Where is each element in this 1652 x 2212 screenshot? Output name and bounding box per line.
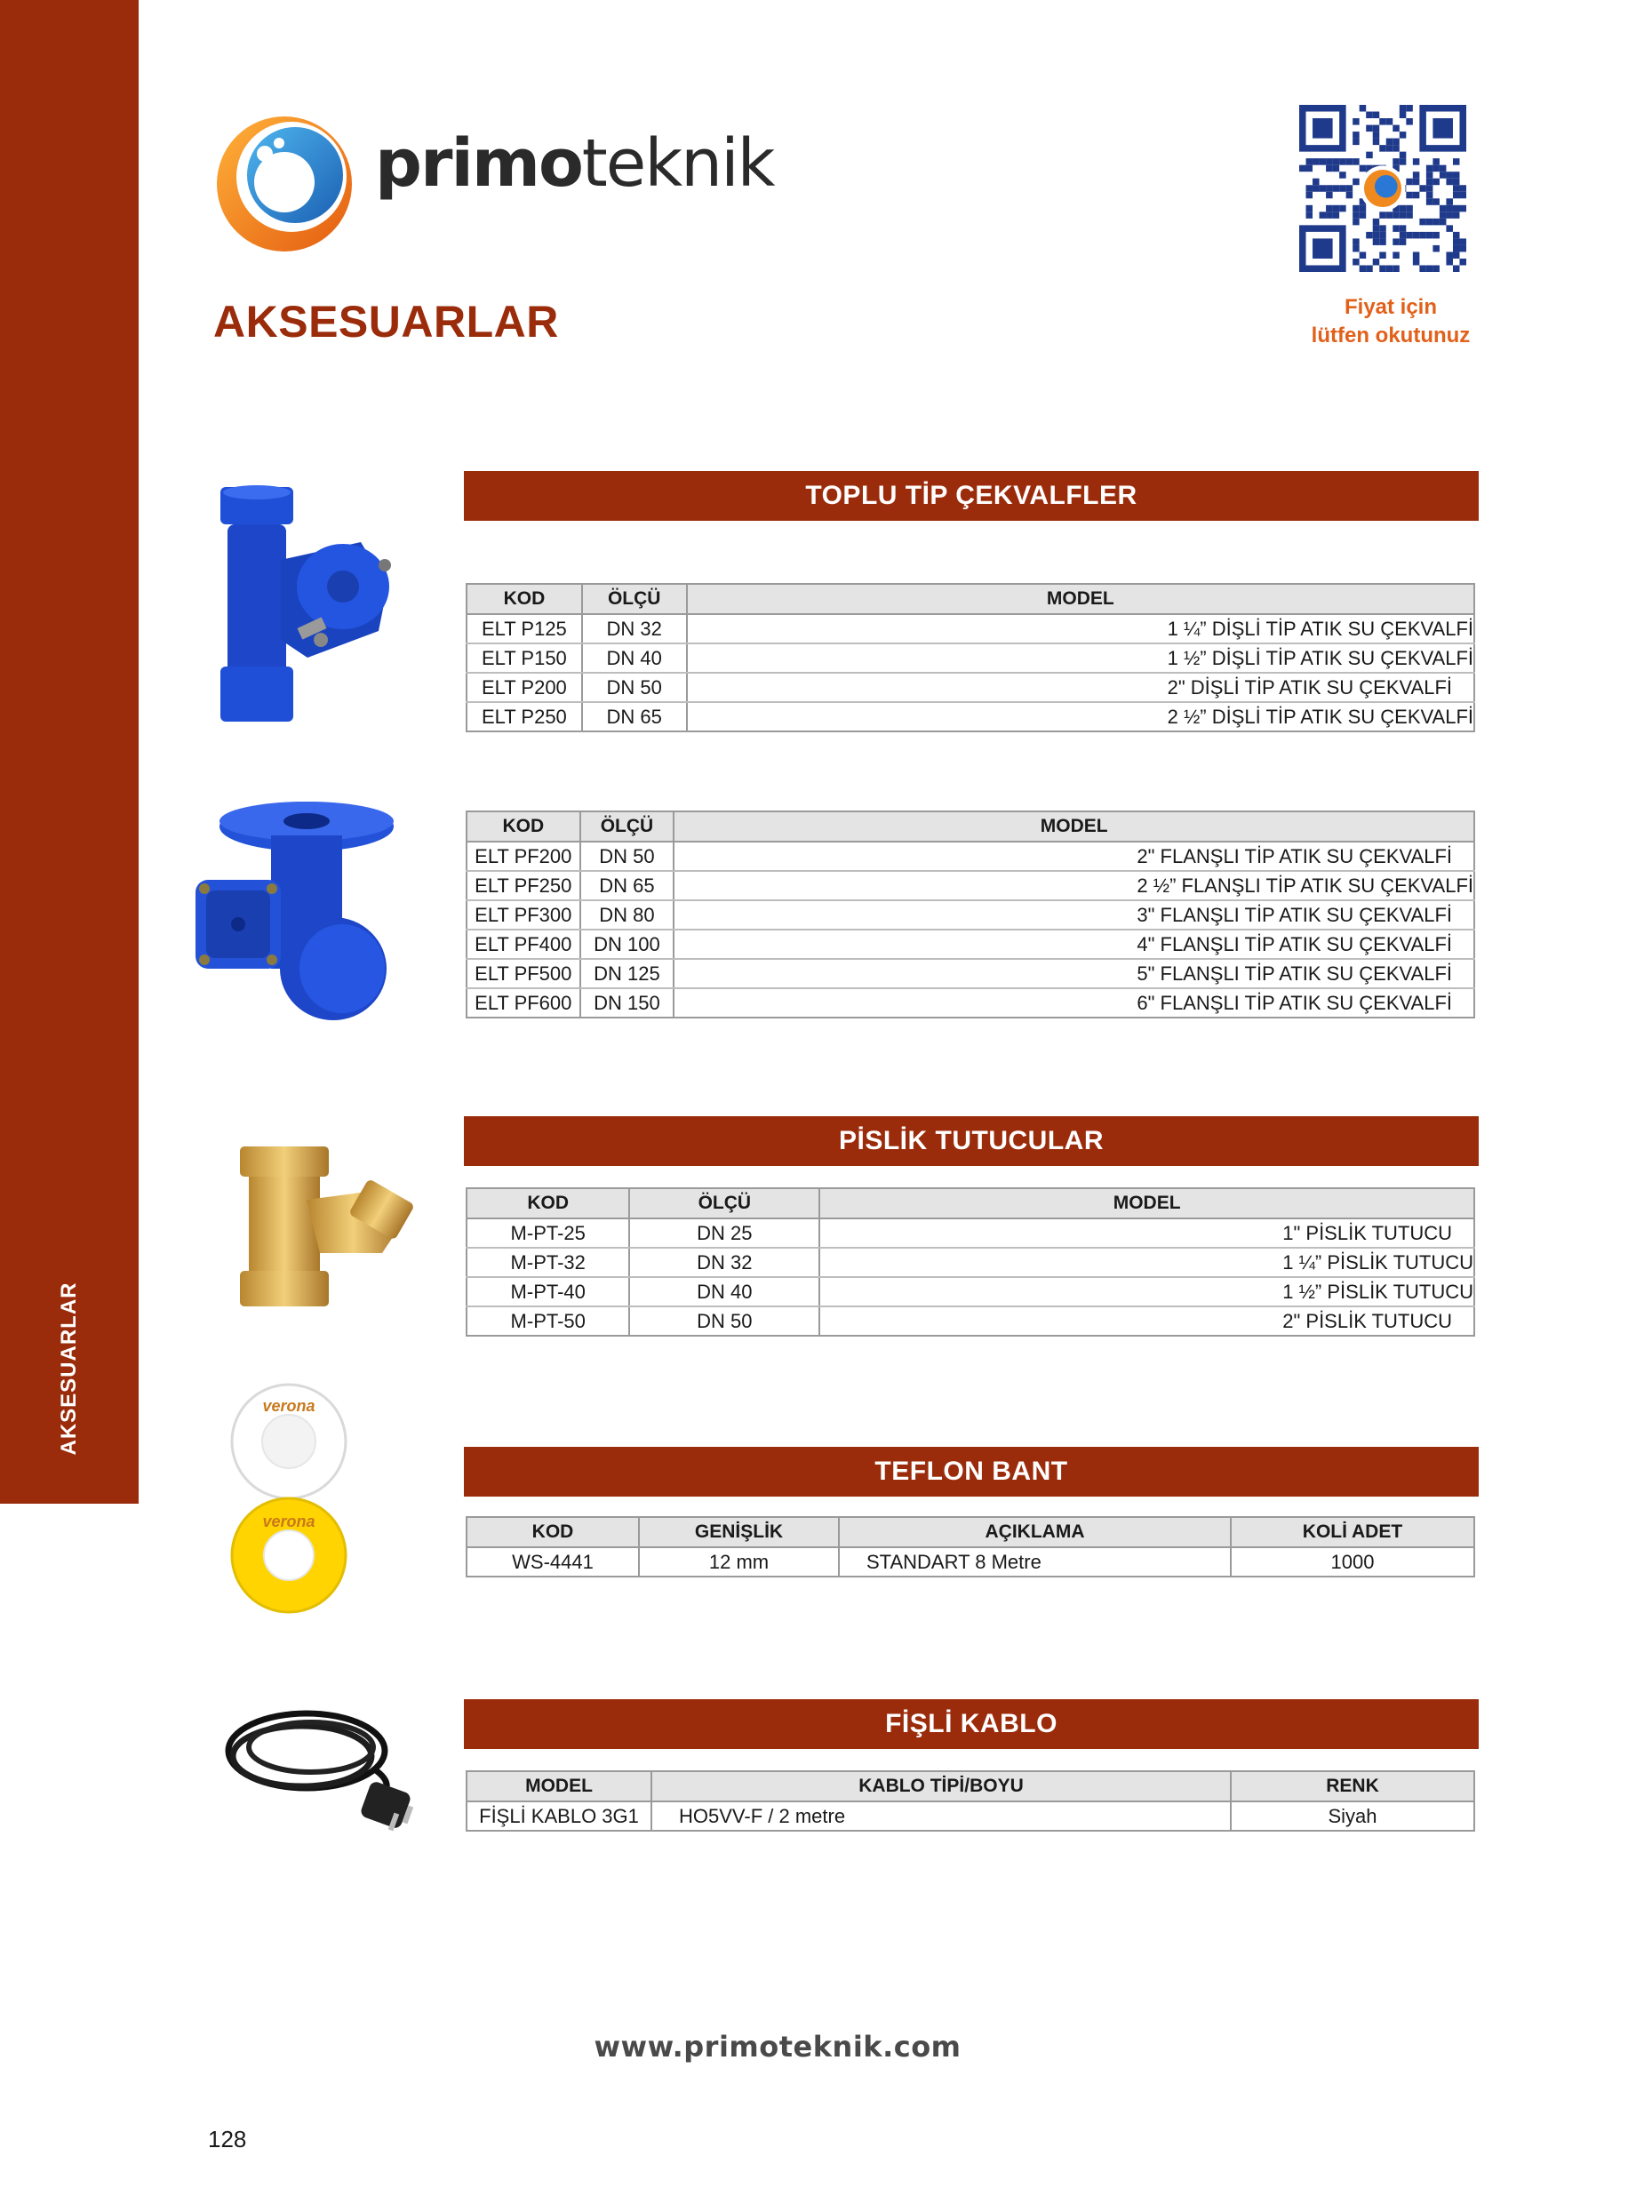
cell-model: 5" FLANŞLI TİP ATIK SU ÇEKVALFİ — [674, 959, 1474, 988]
cell-model: 1 ½” PİSLİK TUTUCU — [819, 1277, 1474, 1306]
table-row — [467, 1277, 1474, 1306]
pislik-table — [466, 1187, 1475, 1337]
section-banner-kablo: FİŞLİ KABLO — [464, 1699, 1479, 1749]
cell-kod: ELT P250 — [467, 702, 582, 731]
cell-kod: M-PT-50 — [467, 1306, 629, 1336]
table-row — [467, 871, 1474, 900]
cell-kod: ELT P150 — [467, 643, 582, 673]
table-row — [467, 1547, 1474, 1577]
col-olcu: ÖLÇÜ — [629, 1188, 819, 1218]
cell-kod: ELT PF400 — [467, 930, 580, 959]
table-row — [467, 614, 1474, 643]
cell-renk: Siyah — [1231, 1801, 1474, 1831]
col-model: MODEL — [674, 811, 1474, 842]
cell-kod: WS-4441 — [467, 1547, 639, 1577]
cell-kod: ELT PF300 — [467, 900, 580, 930]
cell-model: 6" FLANŞLI TİP ATIK SU ÇEKVALFİ — [674, 988, 1474, 1018]
cell-kablo-tipi: HO5VV-F / 2 metre — [651, 1801, 1231, 1831]
cell-olcu: DN 80 — [580, 900, 674, 930]
cell-kod: M-PT-40 — [467, 1277, 629, 1306]
brass-strainer-image — [222, 1138, 427, 1315]
col-genislik: GENİŞLİK — [639, 1517, 839, 1547]
threaded-check-valve-image — [210, 480, 405, 729]
cell-kod: ELT P125 — [467, 614, 582, 643]
table-row — [467, 1218, 1474, 1248]
table-row — [467, 1248, 1474, 1277]
cell-kod: M-PT-25 — [467, 1218, 629, 1248]
cell-model: 2" FLANŞLI TİP ATIK SU ÇEKVALFİ — [674, 842, 1474, 871]
section-banner-teflon: TEFLON BANT — [464, 1447, 1479, 1497]
teflon-table — [466, 1516, 1475, 1577]
cell-genislik: 12 mm — [639, 1547, 839, 1577]
table-row — [467, 900, 1474, 930]
page-number: 128 — [208, 2126, 247, 2152]
cell-model: 2 ½” DİŞLİ TİP ATIK SU ÇEKVALFİ — [687, 702, 1474, 731]
cell-olcu: DN 150 — [580, 988, 674, 1018]
table-row — [467, 842, 1474, 871]
teflon-tape-image — [222, 1378, 355, 1635]
cell-olcu: DN 125 — [580, 959, 674, 988]
cell-olcu: DN 50 — [582, 673, 687, 702]
col-kod: KOD — [467, 811, 580, 842]
table-row — [467, 643, 1474, 673]
brand-logo — [213, 111, 774, 253]
cell-olcu: DN 32 — [582, 614, 687, 643]
cell-model: 4" FLANŞLI TİP ATIK SU ÇEKVALFİ — [674, 930, 1474, 959]
table-row — [467, 988, 1474, 1018]
cell-olcu: DN 40 — [629, 1277, 819, 1306]
cell-model: 1 ½” DİŞLİ TİP ATIK SU ÇEKVALFİ — [687, 643, 1474, 673]
cell-aciklama: STANDART 8 Metre — [839, 1547, 1231, 1577]
cell-olcu: DN 50 — [629, 1306, 819, 1336]
toplu-table — [466, 583, 1475, 732]
cell-model: FİŞLİ KABLO 3G1 — [467, 1801, 651, 1831]
col-kod: KOD — [467, 584, 582, 614]
cell-kod: M-PT-32 — [467, 1248, 629, 1277]
col-model: MODEL — [687, 584, 1474, 614]
logo-mark-icon — [213, 111, 355, 253]
cell-koli-adet: 1000 — [1231, 1547, 1474, 1577]
table-row — [467, 1306, 1474, 1336]
cell-model: 1 ¼” DİŞLİ TİP ATIK SU ÇEKVALFİ — [687, 614, 1474, 643]
col-kod: KOD — [467, 1517, 639, 1547]
section-banner-pislik: PİSLİK TUTUCULAR — [464, 1116, 1479, 1166]
col-model: MODEL — [819, 1188, 1474, 1218]
col-kod: KOD — [467, 1188, 629, 1218]
sidebar-label: AKSESUARLAR — [57, 1282, 81, 1456]
cell-olcu: DN 25 — [629, 1218, 819, 1248]
cell-model: 2" PİSLİK TUTUCU — [819, 1306, 1474, 1336]
cell-model: 2" DİŞLİ TİP ATIK SU ÇEKVALFİ — [687, 673, 1474, 702]
table-row — [467, 959, 1474, 988]
col-olcu: ÖLÇÜ — [582, 584, 687, 614]
verona-brand-top: verona — [262, 1397, 315, 1415]
cell-model: 1 ¼” PİSLİK TUTUCU — [819, 1248, 1474, 1277]
cell-kod: ELT P200 — [467, 673, 582, 702]
col-aciklama: AÇIKLAMA — [839, 1517, 1231, 1547]
cell-olcu: DN 32 — [629, 1248, 819, 1277]
qr-caption — [1262, 293, 1520, 350]
sidebar-bar — [0, 0, 139, 1504]
cell-kod: ELT PF600 — [467, 988, 580, 1018]
col-kablo-tipi: KABLO TİPİ/BOYU — [651, 1771, 1231, 1801]
qr-code-icon[interactable] — [1299, 105, 1466, 272]
col-model: MODEL — [467, 1771, 651, 1801]
cell-olcu: DN 65 — [582, 702, 687, 731]
kablo-table — [466, 1770, 1475, 1832]
footer-website-link[interactable]: www.primoteknik.com — [594, 2030, 962, 2064]
cell-kod: ELT PF500 — [467, 959, 580, 988]
table-row — [467, 673, 1474, 702]
cell-kod: ELT PF200 — [467, 842, 580, 871]
col-olcu: ÖLÇÜ — [580, 811, 674, 842]
power-cable-image — [222, 1689, 427, 1840]
table-row — [467, 702, 1474, 731]
verona-brand-bottom: verona — [262, 1513, 315, 1530]
page-title: AKSESUARLAR — [213, 297, 559, 347]
flanged-check-valve-image — [187, 791, 409, 1022]
cell-model: 2 ½” FLANŞLI TİP ATIK SU ÇEKVALFİ — [674, 871, 1474, 900]
cell-olcu: DN 50 — [580, 842, 674, 871]
brand-regular: teknik — [581, 125, 774, 202]
section-banner-toplu: TOPLU TİP ÇEKVALFLER — [464, 471, 1479, 521]
cell-olcu: DN 65 — [580, 871, 674, 900]
cell-model: 1" PİSLİK TUTUCU — [819, 1218, 1474, 1248]
brand-bold: primo — [375, 125, 582, 202]
qr-caption-line2: lütfen okutunuz — [1311, 323, 1471, 347]
brand-wordmark — [375, 125, 774, 202]
table-row — [467, 930, 1474, 959]
cell-model: 3" FLANŞLI TİP ATIK SU ÇEKVALFİ — [674, 900, 1474, 930]
table-row — [467, 1801, 1474, 1831]
cell-olcu: DN 40 — [582, 643, 687, 673]
col-koli-adet: KOLİ ADET — [1231, 1517, 1474, 1547]
col-renk: RENK — [1231, 1771, 1474, 1801]
qr-caption-line1: Fiyat için — [1344, 295, 1438, 319]
cell-kod: ELT PF250 — [467, 871, 580, 900]
flansli-table — [466, 811, 1475, 1018]
cell-olcu: DN 100 — [580, 930, 674, 959]
